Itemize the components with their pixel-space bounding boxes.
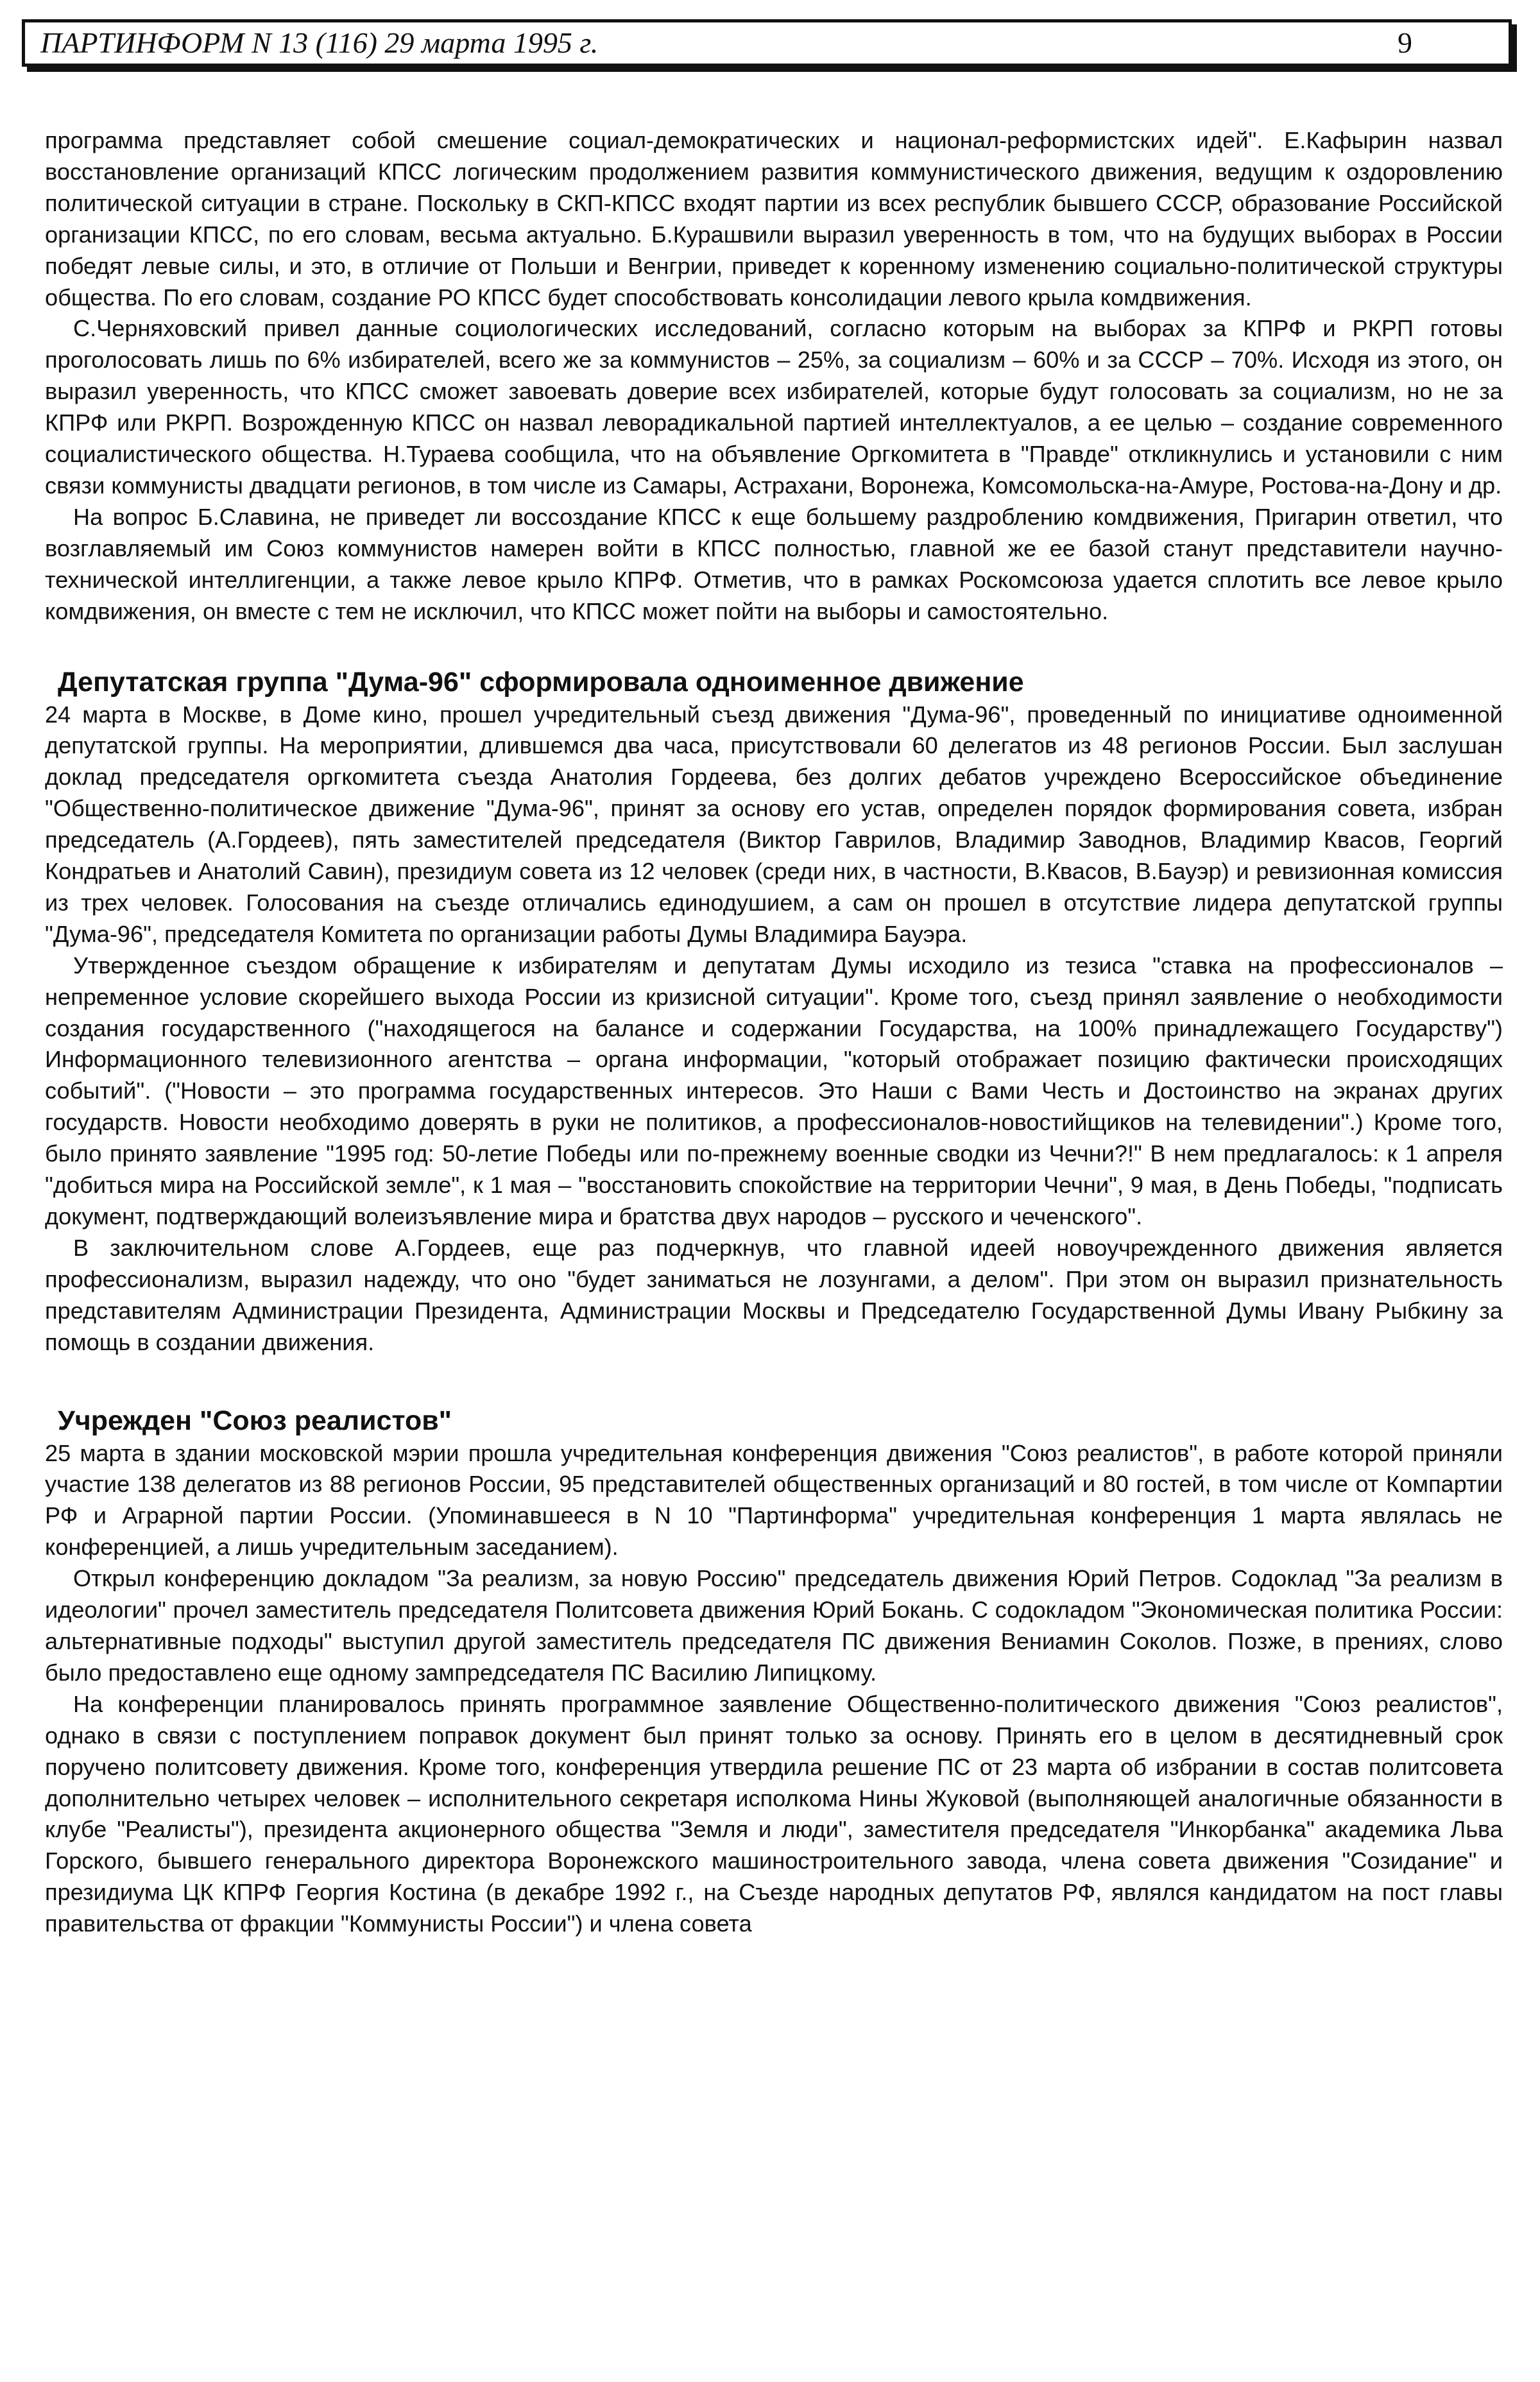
masthead: ПАРТИНФОРМ N 13 (116) 29 марта 1995 г.	[40, 26, 599, 59]
paragraph: С.Черняховский привел данные социологических исследований, согласно которым на выборах за КПРФ и РКРП готовы проголосовать лишь по 6% избирателей, всего же за коммунистов – 25%, за социализм – 60% и за СССР – 70%. Исходя из этого, он выразил уверенность, что КПСС сможет завоевать доверие всех избирателей, которые будут голосовать за социализм, но не за КПРФ или РКРП. Возрожденную КПСС он назвал леворадикальной партией интеллектуалов, а ее целью – создание современного социалистического общества. Н.Тураева сообщила, что на объявление Оргкомитета в "Правде" откликнулись и установили с ним связи коммунисты двадцати регионов, в том числе из Самары, Астрахани, Воронежа, Комсомольска-на-Амуре, Ростова-на-Дону и др.	[45, 315, 1503, 499]
section-duma-96	[45, 665, 1503, 1358]
paragraph: На вопрос Б.Славина, не приведет ли воссоздание КПСС к еще большему раздроблению комдвижения, Пригарин ответил, что возглавляемый им Союз коммунистов намерен войти в КПСС полностью, главной же ее базой станут представители научно-технической интеллигенции, а также левое крыло КПРФ. Отметив, что в рамках Роскомсоюза удается сплотить все левое крыло комдвижения, он вместе с тем не исключил, что КПСС может пойти на выборы и самостоятельно.	[45, 503, 1503, 624]
paragraph: Открыл конференцию докладом "За реализм, за новую Россию" председатель движения Юрий Петров. Содоклад "За реализм в идеологии" прочел заместитель председателя Политсовета движения Юрий Бокань. С содокладом "Экономическая политика России: альтернативные подходы" выступил другой заместитель председателя ПС движения Вениамин Соколов. Позже, в прениях, слово было предоставлено еще одному зампредседателя ПС Василию Липицкому.	[45, 1565, 1503, 1686]
article-body	[45, 125, 1503, 1940]
paragraph: 24 марта в Москве, в Доме кино, прошел учредительный съезд движения "Дума-96", проведенный по инициативе одноименной депутатской группы. На мероприятии, длившемся два часа, присутствовали 60 делегатов из 48 регионов России. Был заслушан доклад председателя оргкомитета съезда Анатолия Гордеева, без долгих дебатов учреждено Всероссийское объединение "Общественно-политическое движение "Дума-96", принят за основу его устав, определен порядок формирования совета, избран председатель (А.Гордеев), пять заместителей председателя (Виктор Гаврилов, Владимир Заводнов, Владимир Квасов, Георгий Кондратьев и Анатолий Савин), президиум совета из 12 человек (среди них, в частности, В.Квасов, В.Бауэр) и ревизионная комиссия из трех человек. Голосования на съезде отличались единодушием, а сам он прошел в отсутствие лидера депутатской группы "Дума-96", председателя Комитета по организации работы Думы Владимира Бауэра.	[45, 701, 1503, 947]
page-number: 9	[1398, 26, 1412, 59]
section-heading: Депутатская группа "Дума-96" сформировала одноименное движение	[58, 666, 1024, 698]
paragraph: В заключительном слове А.Гордеев, еще раз подчеркнув, что главной идеей новоучрежденного движения является профессионализм, выразил надежду, что оно "будет заниматься не лозунгами, а делом". При этом он выразил признательность представителям Администрации Президента, Администрации Москвы и Председателю Государственной Думы Ивану Рыбкину за помощь в создании движения.	[45, 1234, 1503, 1355]
section-heading: Учрежден "Союз реалистов"	[58, 1405, 452, 1436]
paragraph: На конференции планировалось принять программное заявление Общественно-политического движения "Союз реалистов", однако в связи с поступлением поправок документ был принят только за основу. Принять его в целом в десятидневный срок поручено политсовету движения. Кроме того, конференция утвердила решение ПС от 23 марта об избрании в состав политсовета дополнительно четырех человек – исполнительного секретаря исполкома Нины Жуковой (выполняющей аналогичные обязанности в клубе "Реалисты"), президента акционерного общества "Земля и люди", заместителя председателя "Инкорбанка" академика Льва Горского, бывшего генерального директора Воронежского машиностроительного завода, члена совета движения "Созидание" и президиума ЦК КПРФ Георгия Костина (в декабре 1992 г., на Съезде народных депутатов РФ, являлся кандидатом на пост главы правительства от фракции "Коммунисты России") и члена совета	[45, 1690, 1503, 1937]
paragraph: программа представляет собой смешение социал-демократических и национал-реформистских идей". Е.Кафырин назвал восстановление организаций КПСС логическим продолжением развития коммунистического движения, ведущим к оздоровлению политической ситуации в стране. Поскольку в СКП-КПСС входят партии из всех республик бывшего СССР, образование Российской организации КПСС, по его словам, весьма актуально. Б.Курашвили выразил уверенность в том, что на будущих выборах в России победят левые силы, и это, в отличие от Польши и Венгрии, приведет к коренному изменению социально-политической структуры общества. По его словам, создание РО КПСС будет способствовать консолидации левого крыла комдвижения.	[45, 127, 1503, 311]
paragraph: Утвержденное съездом обращение к избирателям и депутатам Думы исходило из тезиса "ставка на профессионалов – непременное условие скорейшего выхода России из кризисной ситуации". Кроме того, съезд принял заявление о необходимости создания государственного ("находящегося на балансе и содержании Государства, на 100% принадлежащего Государству") Информационного телевизионного агентства – органа информации, "который отображает позицию фактически происходящих событий". ("Новости – это программа государственных интересов. Это Наши с Вами Честь и Достоинство на экранах других государств. Новости необходимо доверять в руки не политиков, а профессионалов-новостийщиков на телевидении".) Кроме того, было принято заявление "1995 год: 50-летие Победы или по-прежнему военные сводки из Чечни?!" В нем предлагалось: к 1 апреля "добиться мира на Российской земле", к 1 мая – "восстановить спокойствие на территории Чечни", 9 мая, в День Победы, "подписать документ, подтверждающий волеизъявление мира и братства двух народов – русского и чеченского".	[45, 952, 1503, 1230]
paragraph: 25 марта в здании московской мэрии прошла учредительная конференция движения "Союз реалистов", в работе которой приняли участие 138 делегатов из 88 регионов России, 95 представителей общественных организаций и 80 гостей, в том числе от Компартии РФ и Аграрной партии России. (Упоминавшееся в N 10 "Партинформа" учредительная конференция 1 марта являлась не конференцией, а лишь учредительным заседанием).	[45, 1439, 1503, 1561]
page-header	[22, 19, 1512, 67]
section-soyuz-realistov	[45, 1403, 1503, 1941]
section-continued	[45, 125, 1503, 628]
